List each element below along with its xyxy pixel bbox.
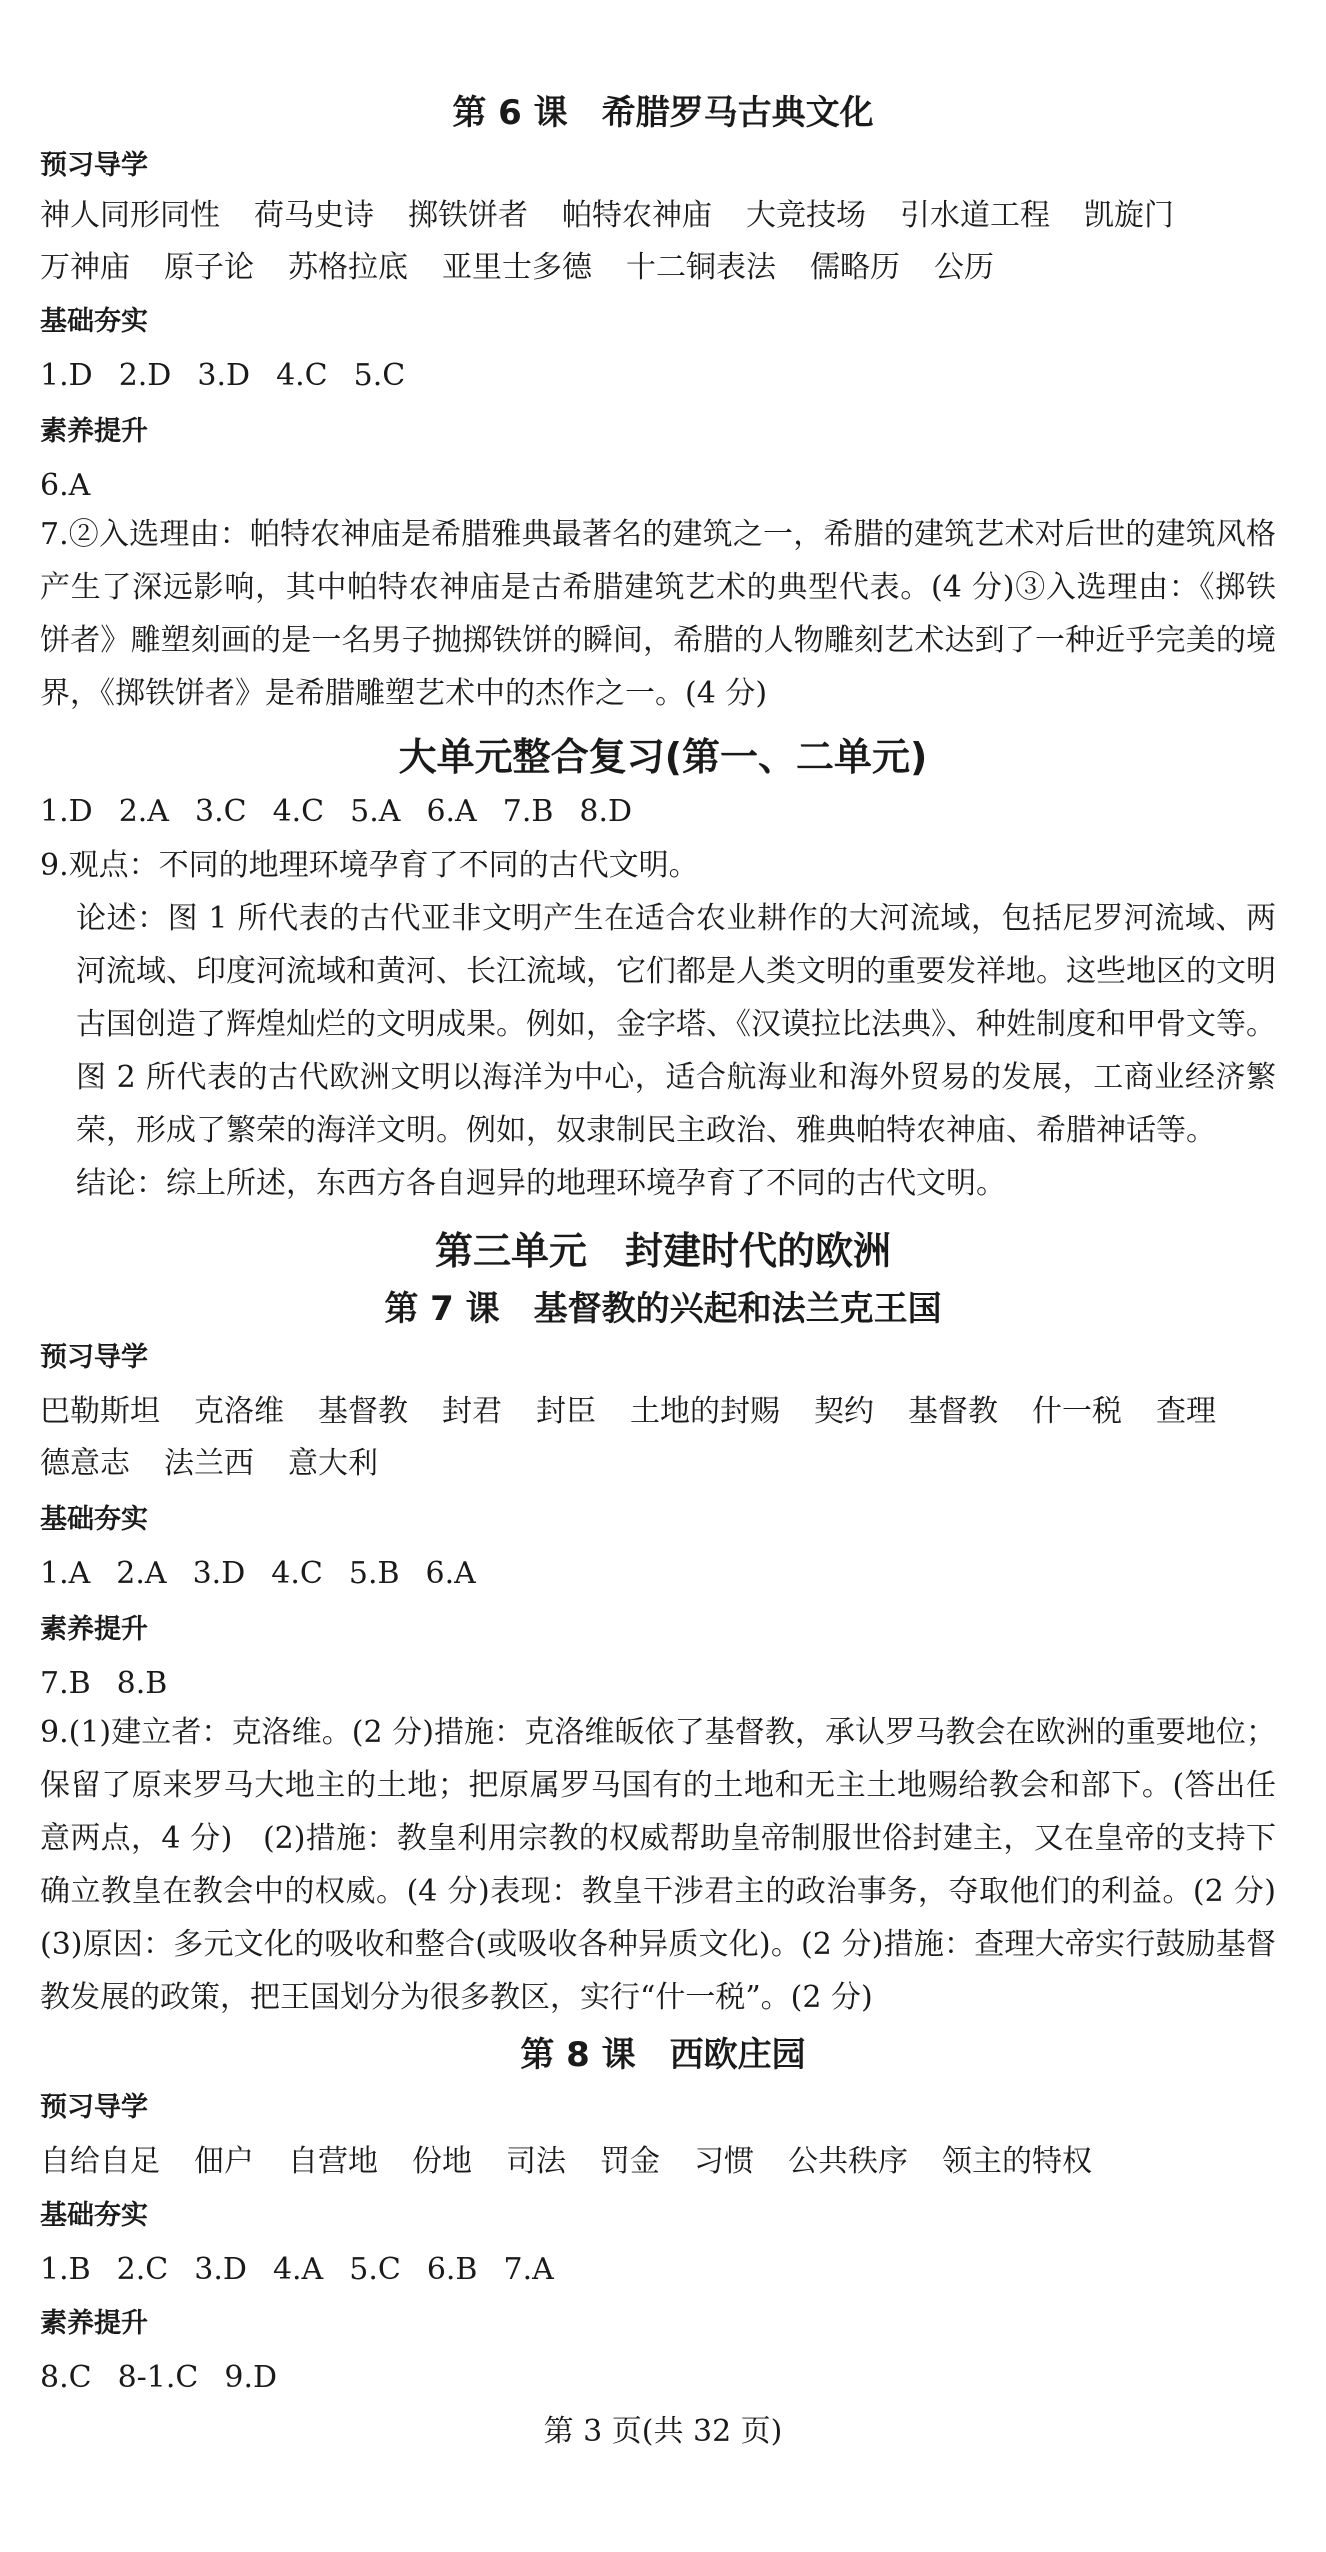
answer-item: 7.B — [502, 794, 554, 829]
answer-item: 6.A — [425, 1556, 476, 1591]
term-item: 习惯 — [694, 2144, 754, 2179]
term-item: 荷马史诗 — [254, 198, 374, 233]
answer-item: 8-1.C — [117, 2360, 199, 2395]
term-item: 领主的特权 — [942, 2144, 1092, 2179]
term-item: 德意志 — [40, 1446, 130, 1481]
lesson7-preview-line1 — [40, 1392, 1250, 1432]
answer-item: 3.D — [197, 358, 251, 393]
term-item: 法兰西 — [164, 1446, 254, 1481]
term-item: 自营地 — [288, 2144, 378, 2179]
term-item: 苏格拉底 — [288, 250, 408, 285]
answer-item: 2.C — [116, 2252, 169, 2287]
term-item: 公历 — [934, 250, 994, 285]
term-item: 克洛维 — [194, 1394, 284, 1429]
lesson8-basic-label: 基础夯实 — [40, 2200, 148, 2231]
answer-item: 8.D — [579, 794, 633, 829]
answer-item: 1.D — [40, 794, 93, 829]
answer-item: 5.A — [350, 794, 401, 829]
term-item: 佃户 — [194, 2144, 254, 2179]
term-item: 引水道工程 — [900, 198, 1050, 233]
review-answers — [40, 792, 658, 832]
review-title: 大单元整合复习(第一、二单元) — [398, 735, 928, 779]
answer-item: 3.D — [194, 2252, 247, 2287]
answer-item: 3.D — [192, 1556, 246, 1591]
term-item: 罚金 — [600, 2144, 660, 2179]
answer-item: 8.C — [40, 2360, 92, 2395]
term-item: 土地的封赐 — [630, 1394, 780, 1429]
lesson6-improve-label: 素养提升 — [40, 416, 148, 447]
lesson7-title: 第 7 课 基督教的兴起和法兰克王国 — [384, 1289, 942, 1329]
lesson6-preview-line2 — [40, 248, 1028, 288]
lesson8-basic-answers — [40, 2250, 580, 2290]
lesson8-preview-label: 预习导学 — [40, 2092, 148, 2123]
term-item: 查理 — [1156, 1394, 1216, 1429]
term-item: 司法 — [506, 2144, 566, 2179]
answer-item: 5.B — [348, 1556, 400, 1591]
page-number: 第 3 页(共 32 页) — [543, 2414, 783, 2449]
lesson6-basic-answers — [40, 356, 431, 396]
answer-item: 6.A — [426, 794, 477, 829]
answer-item: 4.C — [272, 794, 325, 829]
term-item: 封臣 — [536, 1394, 596, 1429]
lesson6-basic-label: 基础夯实 — [40, 306, 148, 337]
answer-item: 4.A — [272, 2252, 324, 2287]
term-item: 凯旋门 — [1084, 198, 1174, 233]
lesson7-q9-answer: 9.(1)建立者：克洛维。(2 分)措施：克洛维皈依了基督教，承认罗马教会在欧洲的重要地位；保留了原来罗马大地主的土地；把原属罗马国有的土地和无主土地赐给教会和部下。(答出任意两点，4 分) (2)措施：教皇利用宗教的权威帮助皇帝制服世俗封建主，又在皇帝的支持下确立教皇在教会中的权威。(4 分)表现：教皇干涉君主的政治事务，夺取他们的利益。(2 分) (3)原因：多元文化的吸收和整合(或吸收各种异质文化)。(2 分)措施：查理大帝实行鼓励基督教发展的政策，把王国划分为很多教区，实行“什一税”。(2 分) — [40, 1715, 1306, 2015]
answer-item: 4.C — [271, 1556, 323, 1591]
term-item: 亚里士多德 — [442, 250, 592, 285]
term-item: 封君 — [442, 1394, 502, 1429]
lesson7-improve-label: 素养提升 — [40, 1614, 148, 1645]
lesson8-improve-label: 素养提升 — [40, 2308, 148, 2339]
answer-item: 5.C — [349, 2252, 401, 2287]
term-item: 基督教 — [908, 1394, 998, 1429]
term-item: 十二铜表法 — [626, 250, 776, 285]
answer-item: 7.B — [40, 1666, 91, 1701]
lesson6-preview-label: 预习导学 — [40, 150, 148, 181]
term-item: 原子论 — [164, 250, 254, 285]
answer-item: 1.A — [40, 1556, 91, 1591]
answer-item: 9.D — [224, 2360, 278, 2395]
term-item: 什一税 — [1032, 1394, 1122, 1429]
answer-item: 7.A — [503, 2252, 554, 2287]
term-item: 神人同形同性 — [40, 198, 220, 233]
lesson7-improve-answers — [40, 1664, 193, 1704]
review-q9-view: 9.观点：不同的地理环境孕育了不同的古代文明。 — [40, 848, 699, 883]
term-item: 儒略历 — [810, 250, 900, 285]
term-item: 大竞技场 — [746, 198, 866, 233]
lesson7-preview-label: 预习导学 — [40, 1342, 148, 1373]
term-item: 公共秩序 — [788, 2144, 908, 2179]
answer-item: 2.D — [118, 358, 172, 393]
lesson6-q6-answer: 6.A — [40, 468, 91, 503]
lesson7-basic-label: 基础夯实 — [40, 1504, 148, 1535]
lesson6-title: 第 6 课 希腊罗马古典文化 — [452, 93, 874, 133]
term-item: 基督教 — [318, 1394, 408, 1429]
term-item: 帕特农神庙 — [562, 198, 712, 233]
term-item: 万神庙 — [40, 250, 130, 285]
term-item: 契约 — [814, 1394, 874, 1429]
answer-item: 4.C — [276, 358, 328, 393]
lesson8-title: 第 8 课 西欧庄园 — [520, 2035, 806, 2075]
lesson6-q7-answer: 7.②入选理由：帕特农神庙是希腊雅典最著名的建筑之一，希腊的建筑艺术对后世的建筑风格产生了深远影响，其中帕特农神庙是古希腊建筑艺术的典型代表。(4 分)③入选理由：《掷铁饼者》雕塑刻画的是一名男子抛掷铁饼的瞬间，希腊的人物雕刻艺术达到了一种近乎完美的境界，《掷铁饼者》是希腊雕塑艺术中的杰作之一。(4 分) — [40, 517, 1276, 711]
answer-item: 3.C — [194, 794, 247, 829]
lesson8-improve-answers — [40, 2358, 303, 2398]
review-q9-conclusion: 结论：综上所述，东西方各自迥异的地理环境孕育了不同的古代文明。 — [76, 1166, 1006, 1201]
answer-item: 8.B — [116, 1666, 168, 1701]
term-item: 自给自足 — [40, 2144, 160, 2179]
answer-item: 5.C — [353, 358, 406, 393]
lesson8-preview-line1 — [40, 2142, 1126, 2182]
lesson6-preview-line1 — [40, 196, 1208, 236]
term-item: 巴勒斯坦 — [40, 1394, 160, 1429]
answer-item: 6.B — [426, 2252, 478, 2287]
unit3-title: 第三单元 封建时代的欧洲 — [434, 1229, 891, 1273]
lesson7-preview-line2 — [40, 1444, 412, 1484]
review-q9-argument: 论述：图 1 所代表的古代亚非文明产生在适合农业耕作的大河流域，包括尼罗河流域、两河流域、印度河流域和黄河、长江流域，它们都是人类文明的重要发祥地。这些地区的文明古国创造了辉煌灿烂的文明成果。例如，金字塔、《汉谟拉比法典》、种姓制度和甲骨文等。图 2 所代表的古代欧洲文明以海洋为中心，适合航海业和海外贸易的发展，工商业经济繁荣，形成了繁荣的海洋文明。例如，奴隶制民主政治、雅典帕特农神庙、希腊神话等。 — [76, 901, 1276, 1148]
answer-item: 1.D — [40, 358, 93, 393]
answer-item: 2.A — [116, 1556, 167, 1591]
term-item: 份地 — [412, 2144, 472, 2179]
answer-item: 2.A — [118, 794, 169, 829]
answer-item: 1.B — [40, 2252, 91, 2287]
term-item: 意大利 — [288, 1446, 378, 1481]
term-item: 掷铁饼者 — [408, 198, 528, 233]
lesson7-basic-answers — [40, 1554, 502, 1594]
